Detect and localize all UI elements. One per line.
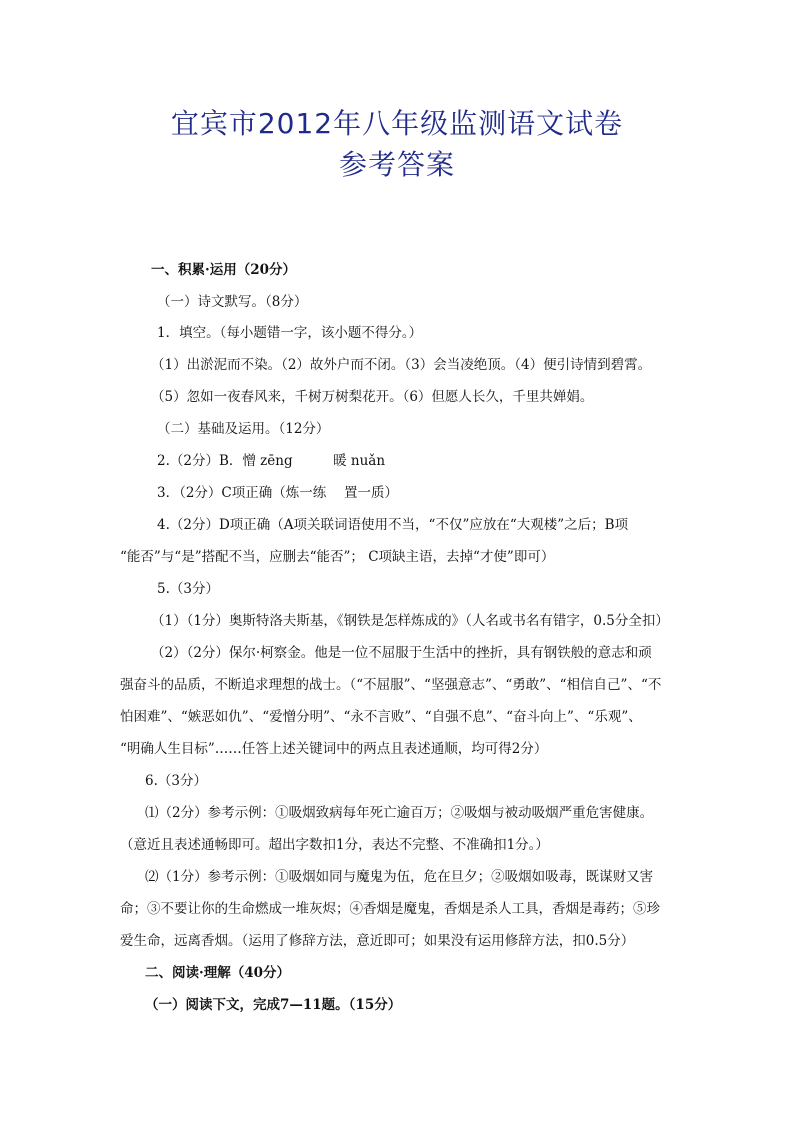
answer-line: 1．填空。（每小题错一字，该小题不得分。） [157, 325, 423, 341]
subsection-heading-reading: （一）阅读下文，完成7—11题。（15分） [145, 997, 402, 1013]
answer-line: 2.（2分）B．憎 zēng 暖 nuǎn [157, 453, 386, 469]
section-heading-2: 二、阅读·理解（40分） [145, 965, 290, 981]
section-heading-1: 一、积累·运用（20分） [151, 262, 296, 278]
answer-line: “能否”与“是”搭配不当，应删去“能否”； C项缺主语，去掉“才使”即可） [120, 549, 555, 565]
answer-line: 怕困难”、“嫉恶如仇”、“爱憎分明”、“永不言败”、“自强不息”、“奋斗向上”、“乐观”、 [120, 709, 642, 725]
answer-line: ⑵（1分）参考示例：①吸烟如同与魔鬼为伍，危在旦夕；②吸烟如吸毒，既谋财又害 [145, 869, 654, 885]
answer-line: 4.（2分）D项正确（A项关联词语使用不当，“不仅”应放在“大观楼”之后；B项 [157, 517, 629, 533]
answer-line: （意近且表述通畅即可。超出字数扣1分，表达不完整、不准确扣1分。） [120, 837, 549, 853]
answer-line: 强奋斗的品质，不断追求理想的战士。（“不屈服”、“坚强意志”、“勇敢”、“相信自己”、“不 [120, 677, 662, 693]
answer-line: （1）出淤泥而不染。（2）故外户而不闭。（3）会当凌绝顶。（4）便引诗情到碧霄。 [151, 357, 652, 373]
answer-line: （5）忽如一夜春风来，千树万树梨花开。（6）但愿人长久，千里共婵娟。 [151, 389, 594, 405]
answer-line: ⑴（2分）参考示例：①吸烟致病每年死亡逾百万；②吸烟与被动吸烟严重危害健康。 [145, 805, 654, 821]
answer-line: （1）（1分）奥斯特洛夫斯基，《钢铁是怎样炼成的》（人名或书名有错字，0.5分全扣） [151, 613, 669, 629]
answer-line: 爱生命，远离香烟。（运用了修辞方法，意近即可；如果没有运用修辞方法，扣0.5分） [120, 933, 635, 949]
answer-line: （2）（2分）保尔·柯察金。他是一位不屈服于生活中的挫折，具有钢铁般的意志和顽 [151, 645, 652, 661]
subsection-heading-poetry: （一）诗文默写。（8分） [157, 294, 308, 310]
subsection-heading-basics: （二）基础及运用。（12分） [157, 421, 330, 437]
answer-line: 6.（3分） [145, 773, 207, 789]
document-subtitle: 参考答案 [338, 148, 455, 181]
document-title: 宜宾市2012年八年级监测语文试卷 [170, 107, 624, 140]
answer-line: 3．（2分）C项正确（炼一练 置一质） [157, 485, 399, 501]
answer-line: “明确人生目标”……任答上述关键词中的两点且表述通顺，均可得2分） [120, 741, 548, 757]
answer-line: 5.（3分） [157, 581, 219, 597]
answer-line: 命；③不要让你的生命燃成一堆灰烬；④香烟是魔鬼，香烟是杀人工具，香烟是毒药；⑤珍 [120, 901, 660, 917]
